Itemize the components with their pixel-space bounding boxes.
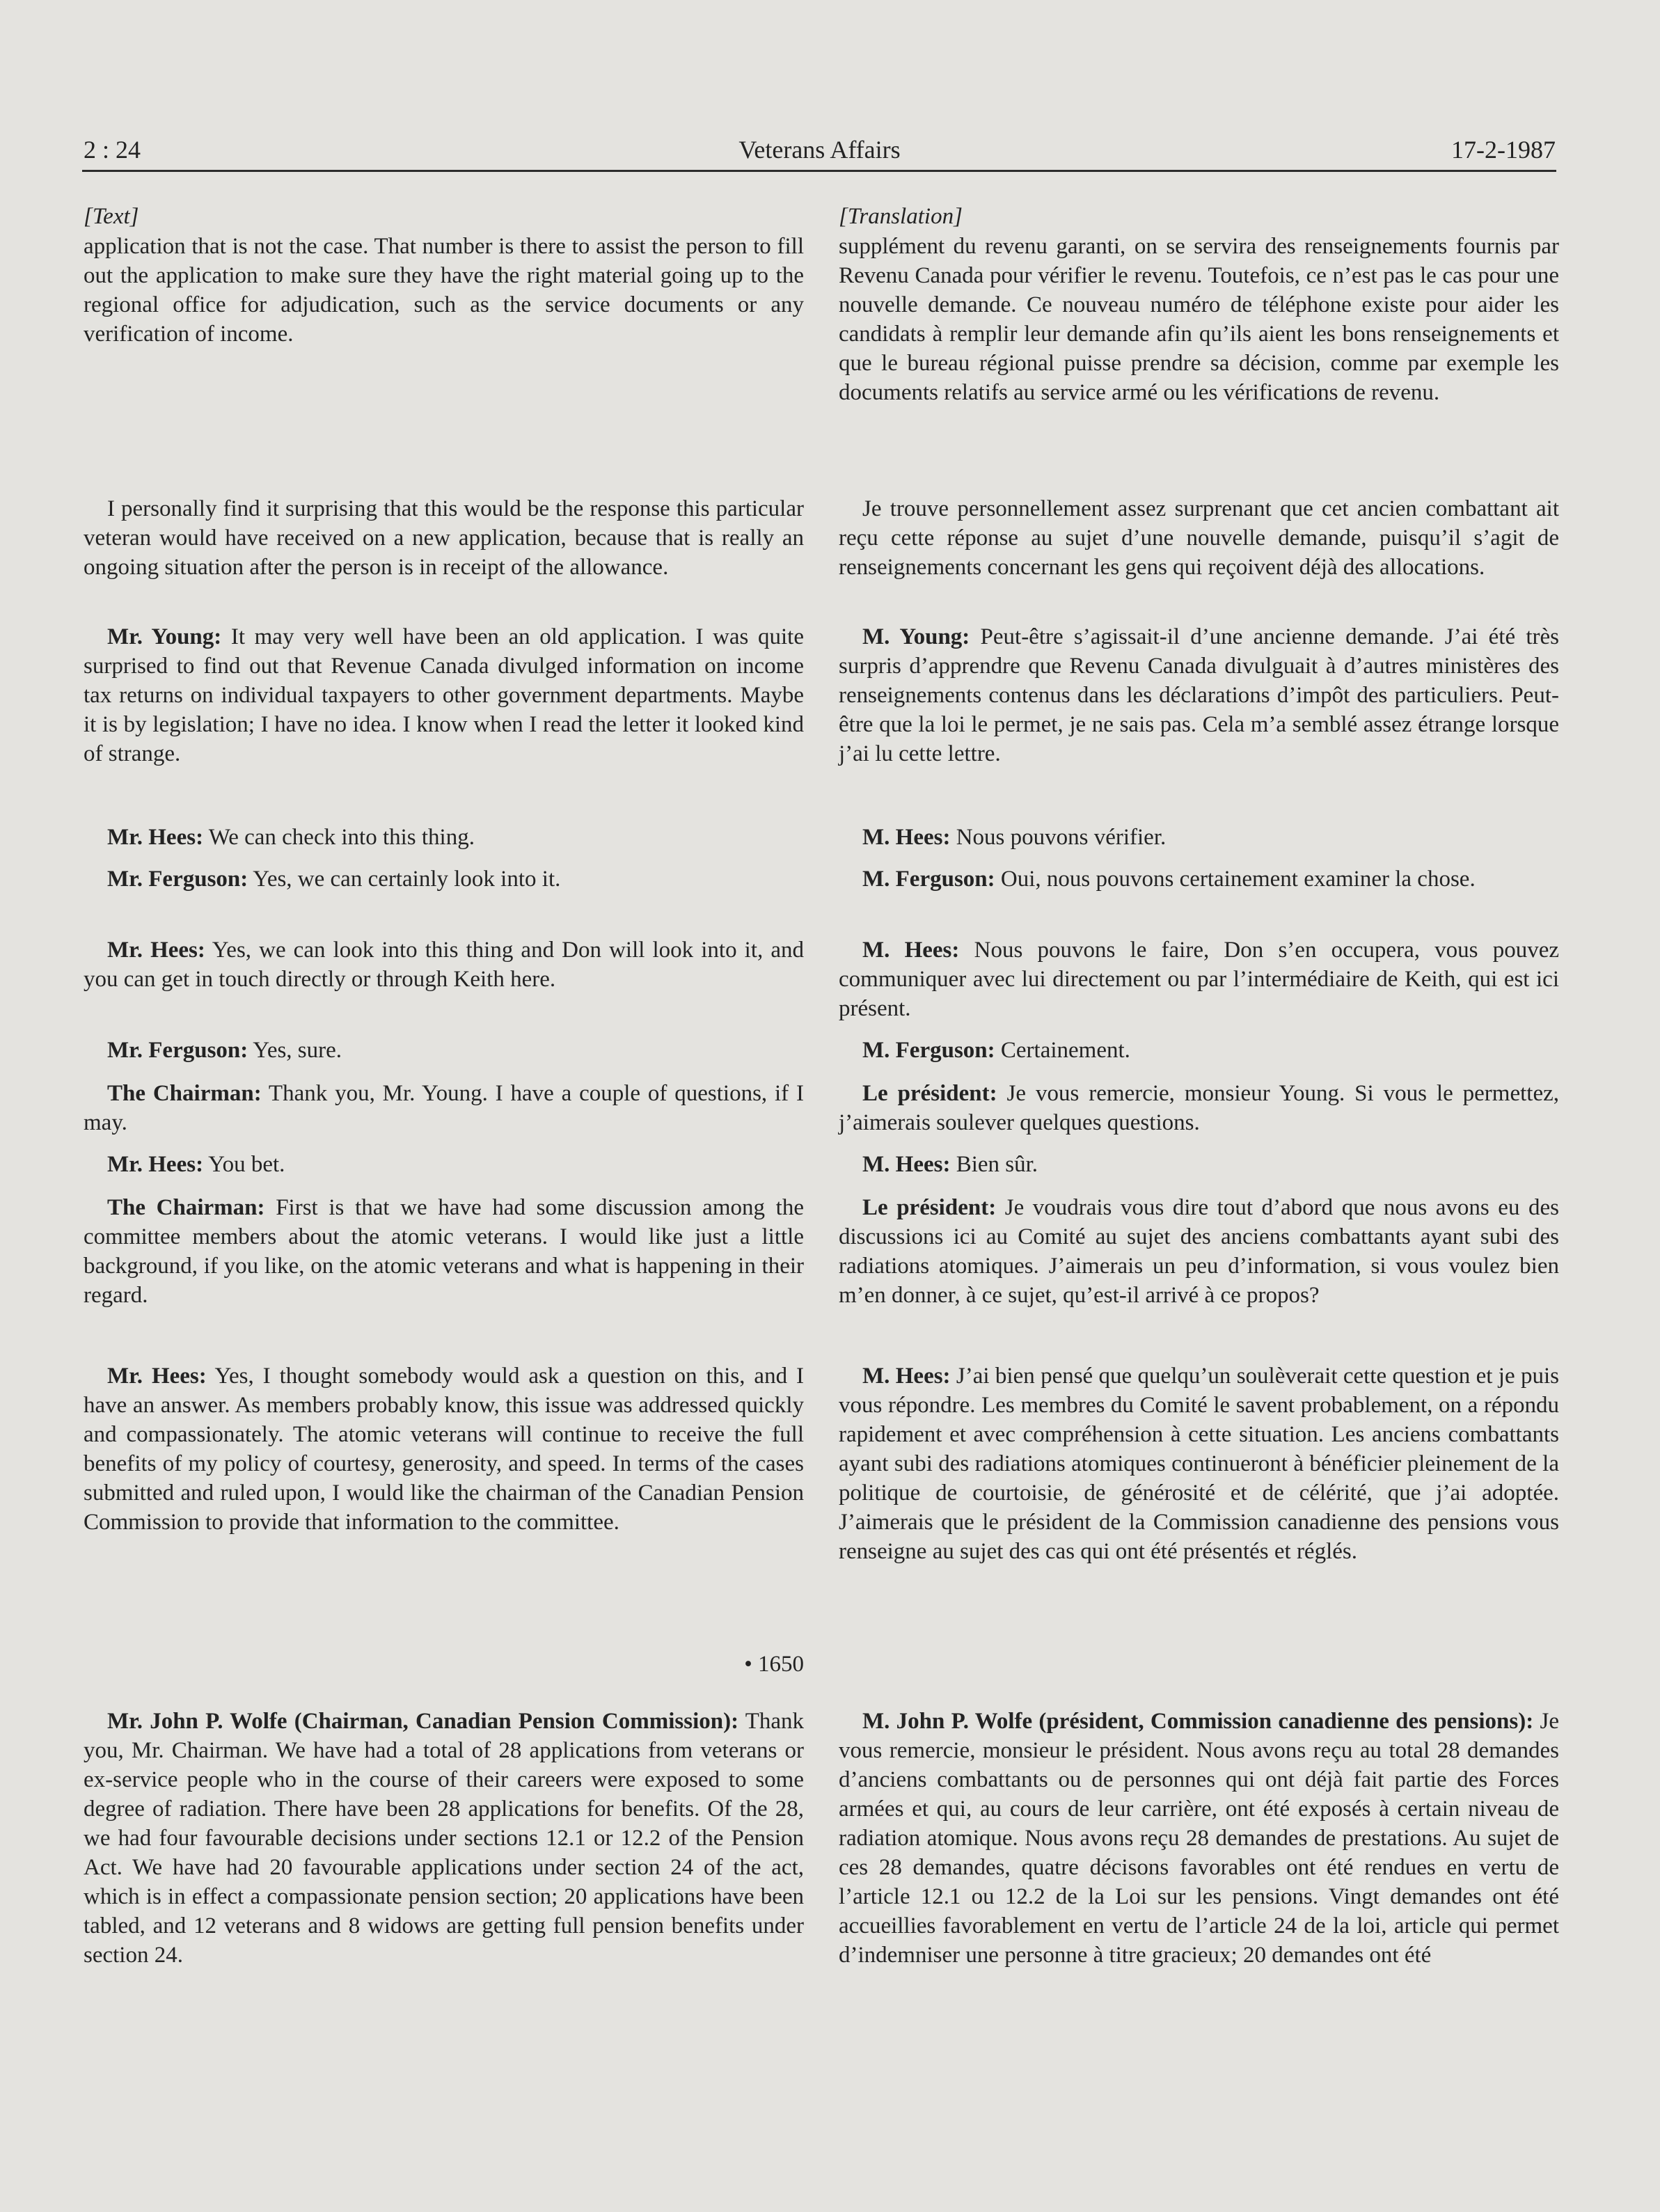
page-header (84, 132, 1556, 167)
speech-text: Yes, sure. (248, 1038, 342, 1063)
speaker-name: M. Young: (862, 624, 970, 649)
speech-paragraph (839, 1707, 1559, 1970)
speech-paragraph (839, 622, 1559, 768)
header-date: 17-2-1987 (1451, 136, 1556, 164)
speech-text: Yes, I thought somebody would ask a question on this, and I have an answer. As members probably know, this issue was addressed quickly and compassionately. The atomic veterans will continue to receive the full benefits of my policy of courtesy, generosity, and speed. In terms of the cases submitted and ruled upon, I would like the chairman of the Canadian Pension Commission to provide that information to the committee. (84, 1364, 804, 1535)
header-rule (82, 170, 1556, 172)
speech-paragraph (839, 864, 1559, 894)
speaker-name: Mr. John P. Wolfe (Chairman, Canadian Pension Commission): (107, 1709, 739, 1734)
paragraph-text: supplément du revenu garanti, on se servira des renseignements fournis par Revenu Canada pour vérifier le revenu. Toutefois, ce n’est pas le cas pour une nouvelle demande. Ce nouveau numéro de téléphone existe pour aider les candidats à remplir leur demande afin qu’ils aient les bons renseignements et que le bureau régional puisse prendre sa décision, comme par exemple les documents relatifs au service armé ou les vérifications de revenu. (839, 234, 1559, 405)
speaker-name: M. Hees: (862, 938, 960, 963)
paragraph-text: I personally find it surprising that this would be the response this particular veteran would have received on a new application, because that is really an ongoing situation after the person is in receipt of the allowance. (84, 496, 804, 580)
speaker-name: The Chairman: (107, 1195, 265, 1220)
speech-text: Thank you, Mr. Chairman. We have had a total of 28 applications from veterans or ex-service people who in the course of their careers were exposed to some degree of radiation. There have been 28 applications for benefits. Of the 28, we had four favourable decisions under sections 12.1 or 12.2 of the Pension Act. We have had 20 favourable applications under section 24 of the act, which is in effect a compassionate pension section; 20 applications have been tabled, and 12 veterans and 8 widows are getting full pension benefits under section 24. (84, 1709, 805, 1968)
speech-paragraph (84, 1036, 804, 1065)
speech-text: We can check into this thing. (203, 825, 475, 850)
speech-text: Nous pouvons vérifier. (950, 825, 1167, 850)
speech-paragraph (84, 622, 804, 768)
speech-text: Je voudrais vous dire tout d’abord que nous avons eu des discussions ici au Comité au sujet des anciens combattants ayant subi des radiations atomiques. J’aimerais un peu d’information, si vous voulez bien m’en donner, à ce sujet, qu’est-il arrivé à ce propos? (839, 1195, 1559, 1308)
speech-text: Oui, nous pouvons certainement examiner la chose. (995, 867, 1476, 892)
speech-text: Je vous remercie, monsieur le président. Nous avons reçu au total 28 demandes d’anciens combattants ou de personnes qui ont déjà fait partie des Forces armées et qui, au cours de leur carrière, ont été exposés à certain niveau de radiation atomique. Nous avons reçu 28 demandes de prestations. Au sujet de ces 28 demandes, quatre décisons favorables ont été rendues en vertu de l’article 12.1 ou 12.2 de la Loi sur les pensions. Vingt demandes ont été accueillies favorablement en vertu de l’article 24 de la loi, article qui permet d’indemniser une personne à titre gracieux; 20 demandes ont été (839, 1709, 1559, 1968)
speaker-name: Mr. Ferguson: (107, 867, 248, 892)
speech-paragraph (84, 1079, 804, 1137)
speech-paragraph (84, 1150, 804, 1179)
speech-text: Thank you, Mr. Young. I have a couple of questions, if I may. (84, 1081, 804, 1135)
speaker-name: M. John P. Wolfe (président, Commission canadienne des pensions): (862, 1709, 1534, 1734)
speech-text: Peut-être s’agissait-il d’une ancienne demande. J’ai été très surpris d’apprendre que Revenu Canada divulguait à d’autres ministères des renseignements contenus dans les déclarations d’impôt des particuliers. Peut-être que la loi le permet, je ne sais pas. Cela m’a semblé assez étrange lorsque j’ai lu cette lettre. (839, 624, 1560, 766)
speaker-name: M. Hees: (862, 825, 951, 850)
speech-text: J’ai bien pensé que quelqu’un soulèverait cette question et je puis vous répondre. Les membres du Comité le savent probablement, on a répondu rapidement et avec compréhension à cette situation. Les anciens combattants ayant subi des radiations atomiques continueront à bénéficier pleinement de la politique de courtoisie, de générosité et de célérité, que j’ai adoptée. J’aimerais que le président de la Commission canadienne des pensions vous renseigne au sujet des cas qui ont été présentés et réglés. (839, 1364, 1559, 1564)
speech-text: Yes, we can certainly look into it. (248, 867, 561, 892)
speech-text: Certainement. (995, 1038, 1130, 1063)
speech-text: Je vous remercie, monsieur Young. Si vous le permettez, j’aimerais soulever quelques questions. (839, 1081, 1559, 1135)
speaker-name: Mr. Ferguson: (107, 1038, 248, 1063)
speaker-name: M. Hees: (862, 1364, 951, 1389)
paragraph-text: Je trouve personnellement assez surprenant que cet ancien combattant ait reçu cette réponse au sujet d’une nouvelle demande, puisqu’il s’agit de renseignements concernant les gens qui reçoivent déjà des allocations. (839, 496, 1559, 580)
speaker-name: M. Ferguson: (862, 867, 995, 892)
speech-paragraph (839, 823, 1559, 852)
speaker-name: M. Hees: (862, 1152, 951, 1177)
speech-text: First is that we have had some discussion among the committee members about the atomic veterans. I would like just a little background, if you like, on the atomic veterans and what is happening in their regard. (84, 1195, 804, 1308)
paragraph (84, 232, 804, 349)
language-label: [Translation] (839, 204, 963, 229)
speech-paragraph (84, 1193, 804, 1310)
page-folio: 2 : 24 (84, 136, 141, 164)
speech-paragraph (839, 1036, 1559, 1065)
time-marker: • 1650 (744, 1652, 804, 1677)
speech-paragraph (839, 935, 1559, 1023)
speech-paragraph (84, 1707, 804, 1970)
speaker-name: M. Ferguson: (862, 1038, 995, 1063)
speech-paragraph (839, 1193, 1559, 1310)
speech-paragraph (84, 823, 804, 852)
running-title: Veterans Affairs (738, 136, 901, 164)
paragraph (839, 494, 1559, 582)
paragraph (84, 494, 804, 582)
speaker-name: Mr. Hees: (107, 825, 204, 850)
speech-text: Bien sûr. (950, 1152, 1038, 1177)
paragraph-text: application that is not the case. That number is there to assist the person to fill out the application to make sure they have the right material going up to the regional office for adjudication, such as the service documents or any verification of income. (84, 234, 804, 347)
speech-text: Yes, we can look into this thing and Don will look into it, and you can get in touch directly or through Keith here. (84, 938, 804, 992)
language-label: [Text] (84, 204, 139, 229)
speech-paragraph (839, 1150, 1559, 1179)
speaker-name: Le président: (862, 1195, 997, 1220)
speaker-name: The Chairman: (107, 1081, 262, 1106)
speaker-name: Mr. Hees: (107, 938, 205, 963)
speech-text: It may very well have been an old application. I was quite surprised to find out that Revenue Canada divulged information on income tax returns on individual taxpayers to other government departments. Maybe it is by legislation; I have no idea. I know when I read the letter it looked kind of strange. (84, 624, 804, 766)
speech-paragraph (84, 864, 804, 894)
speech-paragraph (839, 1361, 1559, 1566)
speech-text: Nous pouvons le faire, Don s’en occupera, vous pouvez communiquer avec lui directement ou par l’intermédiaire de Keith, qui est ici présent. (839, 938, 1560, 1021)
speech-text: You bet. (203, 1152, 285, 1177)
paragraph (839, 232, 1559, 407)
speaker-name: Mr. Hees: (107, 1364, 207, 1389)
speaker-name: Le président: (862, 1081, 997, 1106)
speech-paragraph (84, 935, 804, 994)
speech-paragraph (839, 1079, 1559, 1137)
speaker-name: Mr. Hees: (107, 1152, 204, 1177)
speaker-name: Mr. Young: (107, 624, 222, 649)
speech-paragraph (84, 1361, 804, 1537)
